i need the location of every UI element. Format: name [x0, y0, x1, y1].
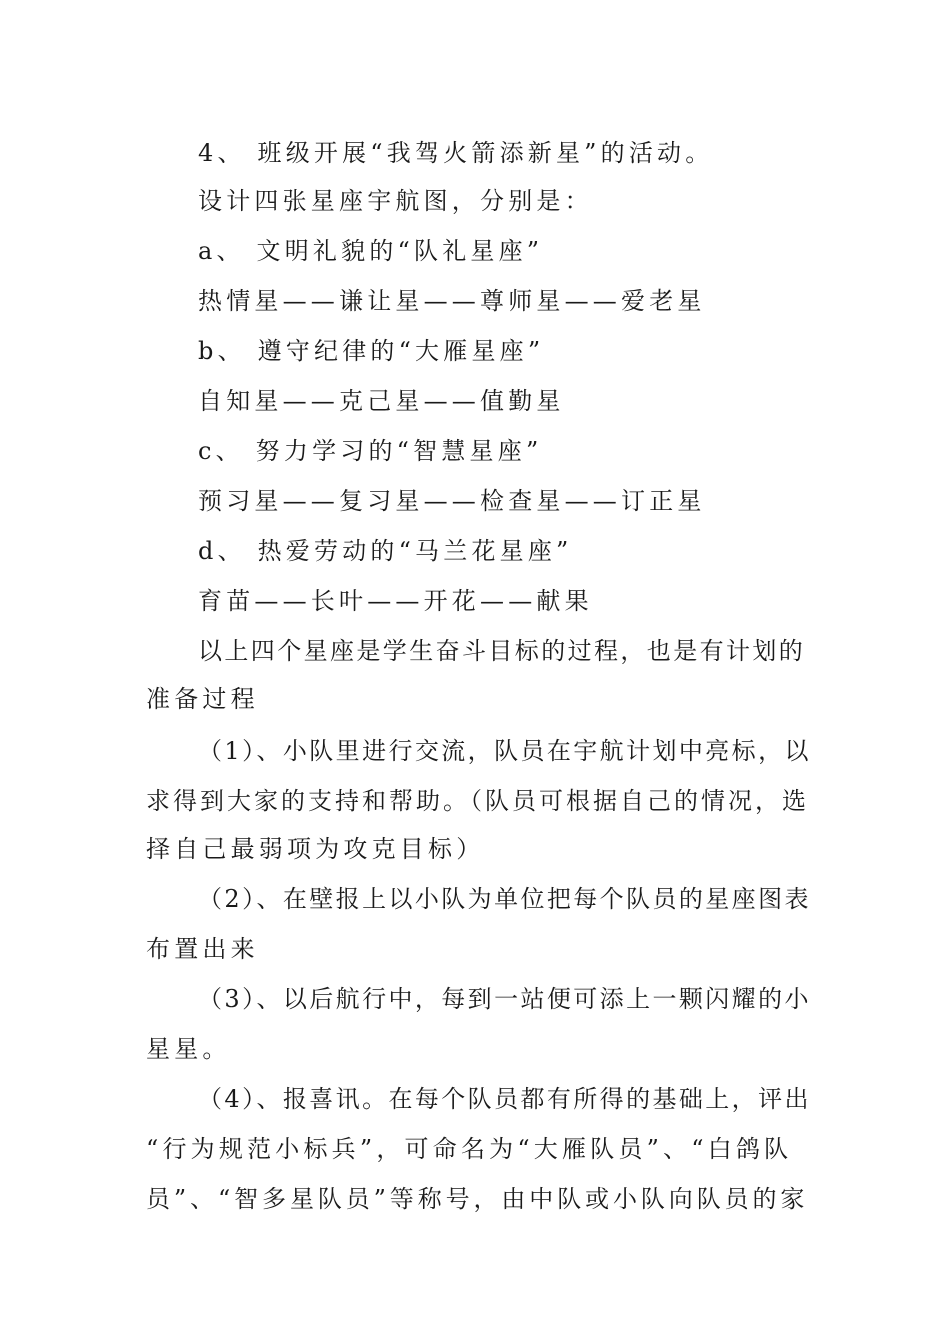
item-2-line-2: 布置出来 [146, 935, 259, 963]
constellation-d-title: d、 热爱劳动的“马兰花星座” [198, 537, 573, 565]
item-4-line-1: （4）、报喜讯。在每个队员都有所得的基础上，评出 [198, 1085, 811, 1113]
item-1-line-3: 择自己最弱项为攻克目标） [146, 835, 485, 863]
item-4-line-2: “行为规范小标兵”，可命名为“大雁队员”、“白鸽队 [146, 1135, 793, 1163]
constellation-b-stars: 自知星——克己星——值勤星 [198, 387, 565, 415]
constellation-c-stars: 预习星——复习星——检查星——订正星 [198, 487, 706, 515]
summary-line-2: 准备过程 [146, 685, 259, 713]
item-2-line-1: （2）、在壁报上以小队为单位把每个队员的星座图表 [198, 885, 811, 913]
design-intro: 设计四张星座宇航图，分别是： [198, 187, 593, 215]
item-3-line-2: 星星。 [146, 1035, 231, 1063]
item-4-line-3: 员”、“智多星队员”等称号，由中队或小队向队员的家 [146, 1185, 809, 1213]
constellation-a-stars: 热情星——谦让星——尊师星——爱老星 [198, 287, 706, 315]
constellation-d-stars: 育苗——长叶——开花——献果 [198, 587, 593, 615]
constellation-b-title: b、 遵守纪律的“大雁星座” [198, 337, 545, 365]
constellation-a-title: a、 文明礼貌的“队礼星座” [198, 237, 544, 265]
item-1-line-1: （1）、小队里进行交流，队员在宇航计划中亮标，以 [198, 737, 811, 765]
summary-line-1: 以上四个星座是学生奋斗目标的过程，也是有计划的 [198, 637, 806, 665]
item-3-line-1: （3）、以后航行中，每到一站便可添上一颗闪耀的小 [198, 985, 811, 1013]
step-4-heading: 4、 班级开展“我驾火箭添新星”的活动。 [198, 139, 714, 167]
constellation-c-title: c、 努力学习的“智慧星座” [198, 437, 543, 465]
item-1-line-2: 求得到大家的支持和帮助。（队员可根据自己的情况，选 [146, 787, 809, 815]
